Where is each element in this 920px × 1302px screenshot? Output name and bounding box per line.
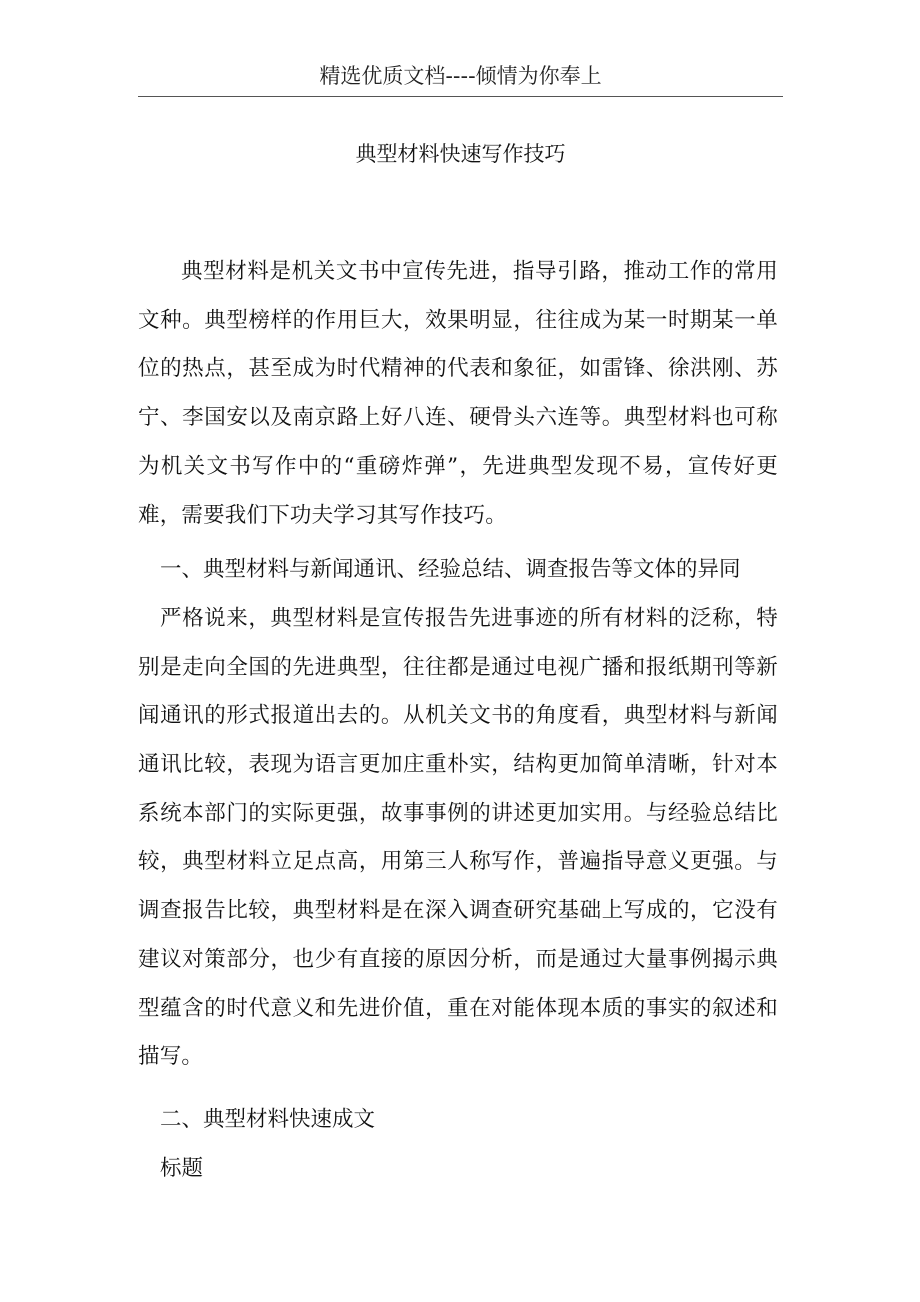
header-divider <box>138 96 783 97</box>
intro-paragraph: 典型材料是机关文书中宣传先进，指导引路，推动工作的常用文种。典型榜样的作用巨大，效果明显，往往成为某一时期某一单位的热点，甚至成为时代精神的代表和象征，如雷锋、徐洪刚、苏宁、李国安以及南京路上好八连、硬骨头六连等。典型材料也可称为机关文书写作中的“重磅炸弹”，先进典型发现不易，宣传好更难，需要我们下功夫学习其写作技巧。 <box>138 259 778 528</box>
page-header: 精选优质文档----倾情为你奉上 <box>319 64 602 88</box>
section-heading-1: 一、典型材料与新闻通讯、经验总结、调查报告等文体的异同 <box>160 557 741 583</box>
section-heading-2: 二、典型材料快速成文 <box>160 1106 376 1132</box>
section1-paragraph: 严格说来，典型材料是宣传报告先进事迹的所有材料的泛称，特别是走向全国的先进典型，往往都是通过电视广播和报纸期刊等新闻通讯的形式报道出去的。从机关文书的角度看，典型材料与新闻通讯比较，表现为语言更加庄重朴实，结构更加简单清晰，针对本系统本部门的实际更强，故事事例的讲述更加实用。与经验总结比较，典型材料立足点高，用第三人称写作，普遍指导意义更强。与调查报告比较，典型材料是在深入调查研究基础上写成的，它没有建议对策部分，也少有直接的原因分析，而是通过大量事例揭示典型蕴含的时代意义和先进价值，重在对能体现本质的事实的叙述和描写。 <box>138 605 778 1070</box>
document-body <box>138 248 778 1193</box>
document-title: 典型材料快速写作技巧 <box>355 142 566 166</box>
subheading-title: 标题 <box>160 1155 204 1181</box>
